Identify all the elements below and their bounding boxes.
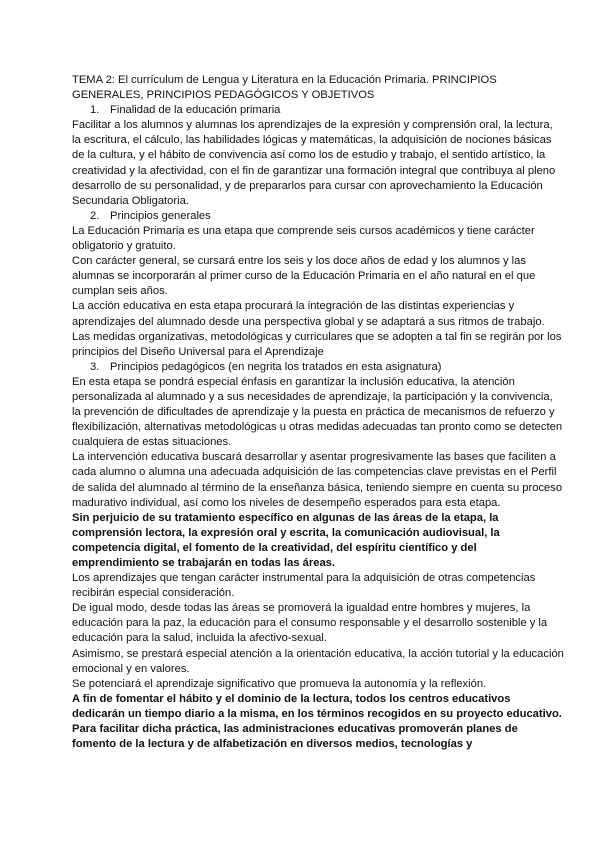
paragraph: Se potenciará el aprendizaje significativo que promueva la autonomía y la reflexión. [72, 677, 487, 690]
paragraph: La acción educativa en esta etapa procurará la integración de las distintas experiencias y aprendizajes del alumnado desde una perspectiva global y se adaptará a sus ritmos de trabajo. [72, 300, 545, 328]
paragraph: Facilitar a los alumnos y alumnas los aprendizajes de la expresión y comprensión oral, la lectura, la escritura, el cálculo, las habilidades lógicas y matemáticas, la adquisición de nociones básicas de la cultura, y el hábito de convivencia así como los de estudio y trabajo, el sentido artístico, la creatividad y la afectividad, con el fin de garantizar una formación integral que contribuya al pleno desarrollo de su personalidad, y de prepararlos para cursar con aprovechamiento la Educación Secundaria Obligatoria. [72, 119, 556, 207]
section-heading-text: Finalidad de la educación primaria [110, 104, 281, 117]
section-number: 2. [90, 209, 100, 222]
section-heading-text: Principios pedagógicos (en negrita los tratados en esta asignatura) [110, 360, 442, 373]
section-number: 1. [90, 104, 100, 117]
paragraph: Con carácter general, se cursará entre los seis y los doce años de edad y los alumnos y las alumnas se incorporarán al primer curso de la Educación Primaria en el año natural en el que cumplan seis años. [72, 255, 536, 298]
paragraph: La Educación Primaria es una etapa que comprende seis cursos académicos y tiene carácter obligatorio y gratuito. [72, 224, 535, 253]
section-heading-text: Principios generales [110, 209, 211, 222]
document-title: TEMA 2: El currículum de Lengua y Literatura en la Educación Primaria. PRINCIPIOS GENERALES, PRINCIPIOS PEDAGÓGICOS Y OBJETIVOS [72, 74, 497, 102]
paragraph: Sin perjuicio de su tratamiento específico en algunas de las áreas de la etapa, la comprensión lectora, la expresión oral y escrita, la comunicación audiovisual, la competencia digital, el fomento de la creatividad, del espíritu científico y del emprendimiento se trabajarán en todas las áreas. [72, 511, 500, 569]
paragraph: La intervención educativa buscará desarrollar y asentar progresivamente las bases que faciliten a cada alumno o alumna una adecuada adquisición de las competencias clave previstas en el Perfil de salida del alumnado al término de la enseñanza básica, teniendo siempre en cuenta su proceso madurativo individual, así como los niveles de desempeño esperados para esta etapa. [72, 451, 563, 509]
paragraph: De igual modo, desde todas las áreas se promoverá la igualdad entre hombres y mujeres, la educación para la paz, la educación para el consumo responsable y el desarrollo sostenible y la educación para la salud, incluida la afectivo-sexual. [72, 602, 548, 645]
paragraph: Los aprendizajes que tengan carácter instrumental para la adquisición de otras competencias recibirán especial consideración. [72, 572, 536, 600]
section-heading [72, 103, 564, 118]
paragraph: En esta etapa se pondrá especial énfasis en garantizar la inclusión educativa, la atención personalizada al alumnado y a sus necesidades de aprendizaje, la participación y la convivencia, la prevención de dificultades de aprendizaje y la puesta en práctica de mecanismos de refuerzo y flexibilización, alternativas metodológicas u otras medidas adecuadas tan pronto como se detecten cualquiera de estas situaciones. [72, 375, 563, 449]
section-heading [72, 360, 564, 375]
document-body [72, 103, 564, 752]
paragraph: Asimismo, se prestará especial atención a la orientación educativa, la acción tutorial y la educación emocional y en valores. [72, 647, 564, 675]
section-heading [72, 209, 564, 224]
paragraph: A fin de fomentar el hábito y el dominio de la lectura, todos los centros educativos dedicarán un tiempo diario a la misma, en los términos recogidos en su proyecto educativo. Para facilitar dicha práctica, las administraciones educativas promoverán planes de fomento de la lectura y de alfabetización en diversos medios, tecnologías y [72, 692, 562, 751]
section-number: 3. [90, 360, 100, 373]
paragraph: Las medidas organizativas, metodológicas y curriculares que se adopten a tal fin se regirán por los principios del Diseño Universal para el Aprendizaje [72, 330, 562, 358]
